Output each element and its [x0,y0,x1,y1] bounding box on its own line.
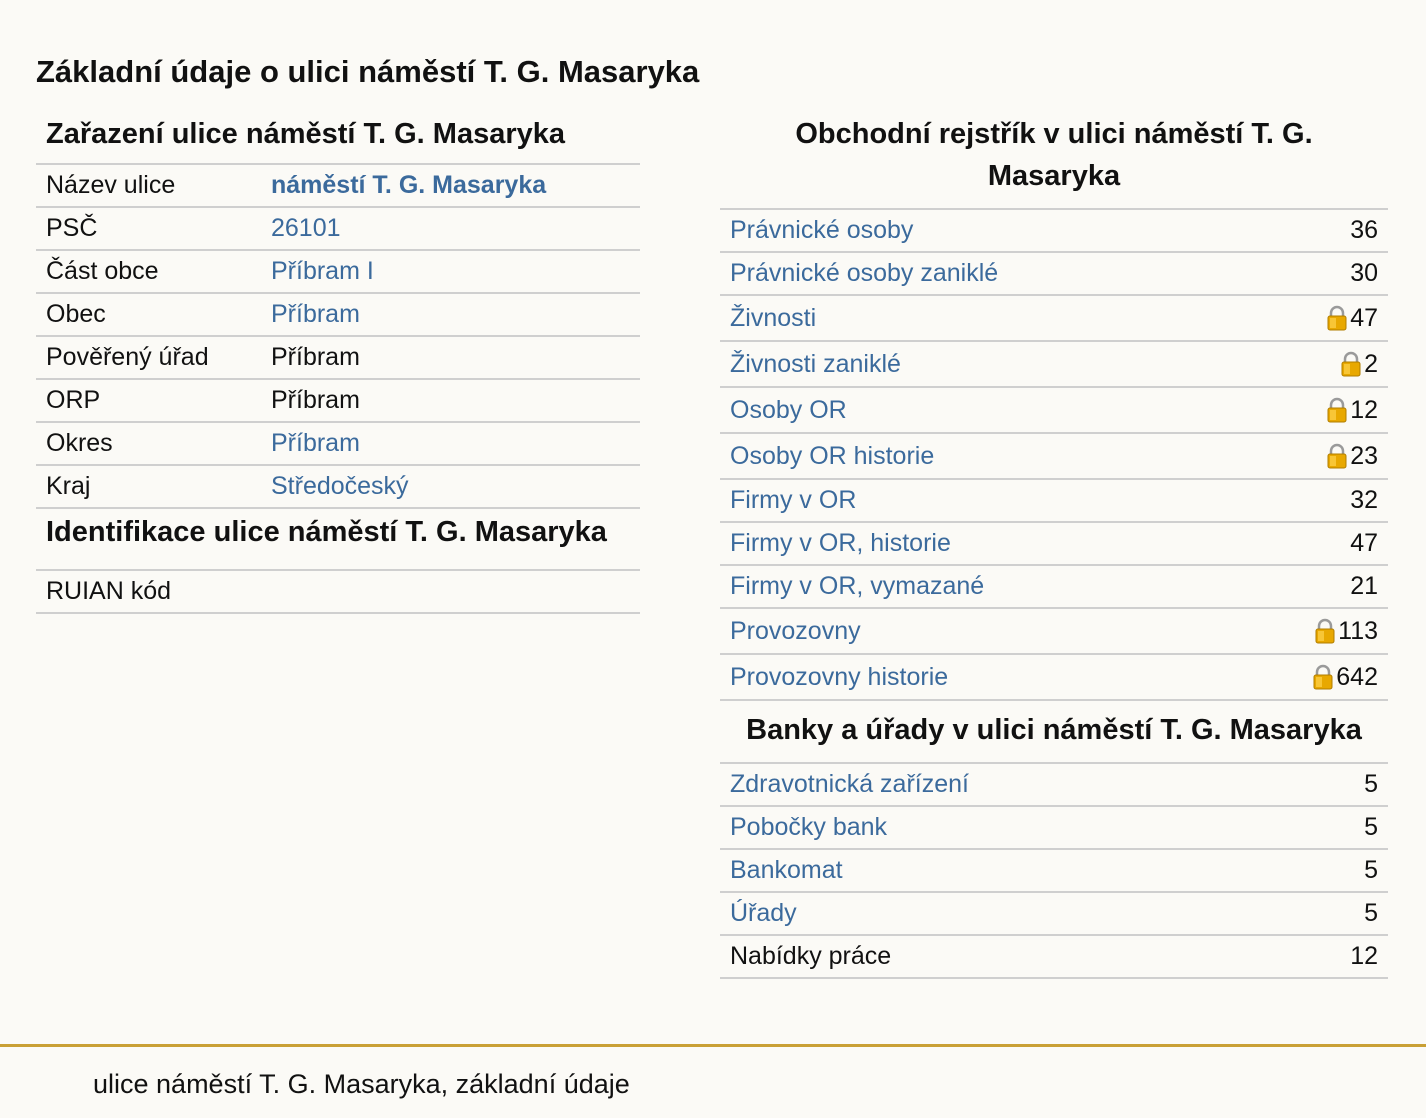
register-row [720,342,1388,388]
page-title: Základní údaje o ulici náměstí T. G. Masaryka [36,54,700,89]
facility-count: 5 [1364,856,1378,884]
info-row-orp [36,380,640,423]
info-label: ORP [46,386,101,414]
info-label: Název ulice [46,171,176,199]
register-row [720,253,1388,296]
info-label: Pověřený úřad [46,343,209,371]
register-count: 23 [1350,441,1378,470]
register-link-persons-or-history[interactable]: Osoby OR historie [730,441,935,470]
facility-count: 12 [1350,942,1378,970]
footer [0,1044,1426,1118]
region-link[interactable]: Středočeský [271,472,409,500]
register-count: 2 [1364,349,1378,378]
facility-link-health[interactable]: Zdravotnická zařízení [730,770,969,798]
lock-icon [1340,351,1362,377]
info-label: Kraj [46,472,91,500]
info-row-district [36,423,640,466]
facility-link-atm[interactable]: Bankomat [730,856,843,884]
facility-link-offices[interactable]: Úřady [730,899,797,927]
footer-text: ulice náměstí T. G. Masaryka, základní údaje [93,1069,630,1099]
register-row [720,655,1388,701]
register-count: 21 [1350,572,1378,600]
business-register-heading: Obchodní rejstřík v ulici náměstí T. G. Masaryka [720,113,1388,210]
info-label: Obec [46,300,106,328]
register-count: 12 [1350,395,1378,424]
facility-row [720,807,1388,850]
lock-icon [1326,397,1348,423]
facility-count: 5 [1364,813,1378,841]
info-row-part [36,251,640,294]
info-row-municipality [36,294,640,337]
info-label: Část obce [46,257,159,285]
register-count: 36 [1350,216,1378,244]
register-count: 30 [1350,259,1378,287]
facility-label-job-offers: Nabídky práce [730,942,892,970]
municipality-link[interactable]: Příbram [271,300,360,328]
info-label: PSČ [46,214,98,242]
register-row [720,609,1388,655]
psc-link[interactable]: 26101 [271,214,341,242]
facility-row [720,850,1388,893]
facility-count: 5 [1364,899,1378,927]
register-count: 47 [1350,529,1378,557]
register-link-trades[interactable]: Živnosti [730,303,817,332]
register-link-legal-entities-defunct[interactable]: Právnické osoby zaniklé [730,259,999,287]
info-row-authorized-office [36,337,640,380]
info-row-ruian [36,571,640,614]
register-row [720,480,1388,523]
register-link-trades-defunct[interactable]: Živnosti zaniklé [730,349,901,378]
register-count: 642 [1336,662,1378,691]
facility-count: 5 [1364,770,1378,798]
street-info-column [36,113,640,614]
register-link-establishments[interactable]: Provozovny [730,616,861,645]
register-row [720,296,1388,342]
facility-row [720,764,1388,807]
register-column [720,113,1388,979]
orp-value: Příbram [271,386,360,414]
register-link-companies-or-deleted[interactable]: Firmy v OR, vymazané [730,572,985,600]
identification-heading: Identifikace ulice náměstí T. G. Masaryka [36,509,640,571]
facility-link-bank-branches[interactable]: Pobočky bank [730,813,888,841]
district-link[interactable]: Příbram [271,429,360,457]
part-link[interactable]: Příbram I [271,257,374,285]
classification-heading: Zařazení ulice náměstí T. G. Masaryka [36,113,640,165]
register-link-companies-or[interactable]: Firmy v OR [730,486,857,514]
banks-offices-heading: Banky a úřady v ulici náměstí T. G. Masaryka [720,701,1388,764]
info-row-region [36,466,640,509]
register-link-legal-entities[interactable]: Právnické osoby [730,216,914,244]
lock-icon [1326,305,1348,331]
register-count: 47 [1350,303,1378,332]
register-count: 113 [1338,616,1378,645]
register-count: 32 [1350,486,1378,514]
register-row [720,434,1388,480]
facility-row [720,936,1388,979]
register-row [720,210,1388,253]
info-row-psc [36,208,640,251]
authorized-office-value: Příbram [271,343,360,371]
info-row-street-name [36,165,640,208]
facility-row [720,893,1388,936]
lock-icon [1314,618,1336,644]
info-label: RUIAN kód [46,577,172,605]
register-row [720,523,1388,566]
register-row [720,566,1388,609]
register-row [720,388,1388,434]
lock-icon [1326,443,1348,469]
register-link-establishments-history[interactable]: Provozovny historie [730,662,949,691]
street-name-link[interactable]: náměstí T. G. Masaryka [271,171,547,199]
info-label: Okres [46,429,113,457]
lock-icon [1312,664,1334,690]
register-link-persons-or[interactable]: Osoby OR [730,395,847,424]
register-link-companies-or-history[interactable]: Firmy v OR, historie [730,529,951,557]
